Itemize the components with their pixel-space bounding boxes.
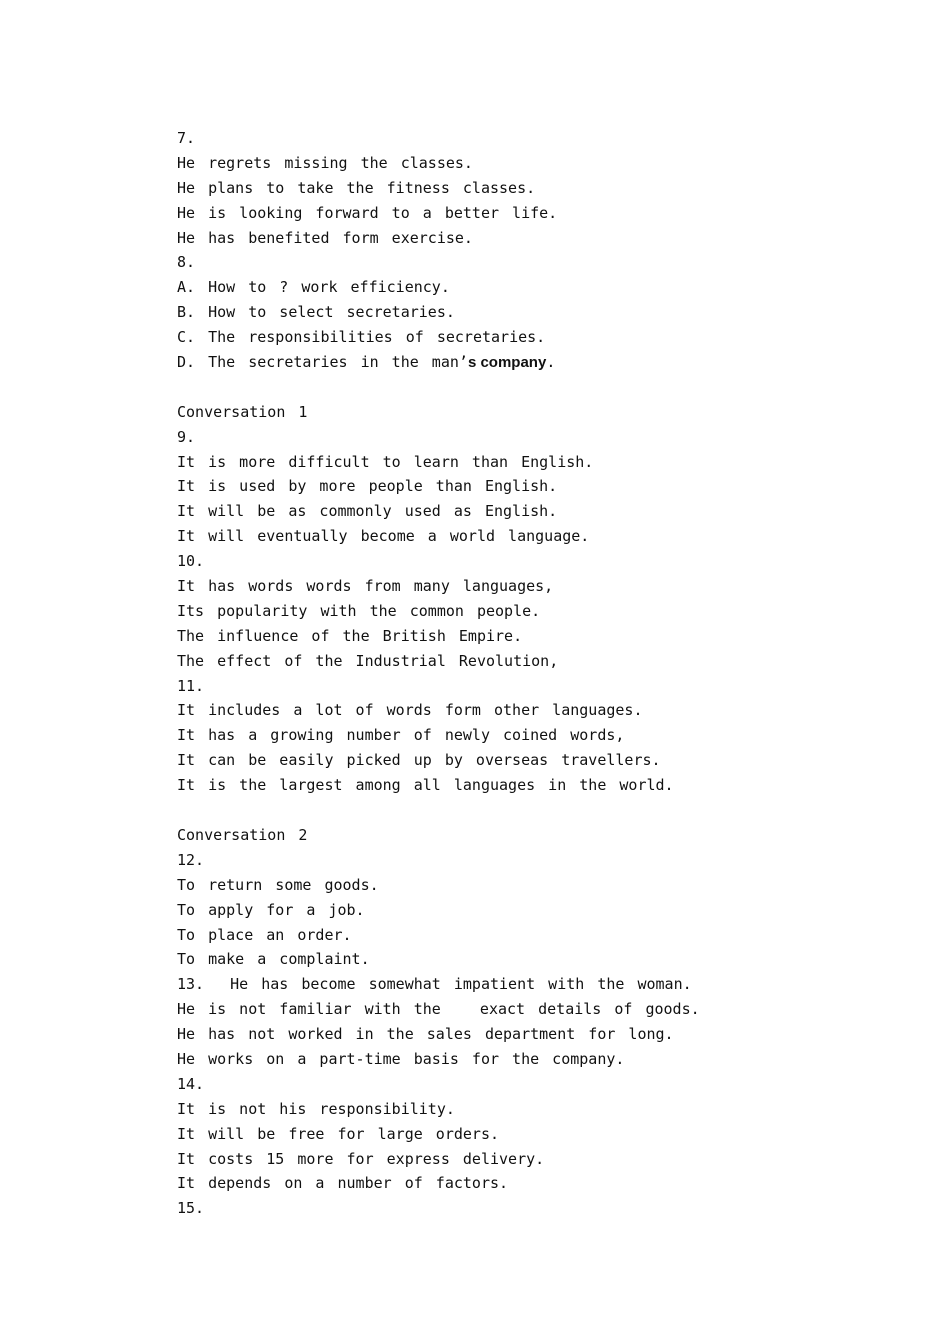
text-line: C. The responsibilities of secretaries. [177, 328, 546, 347]
text-line: It costs 15 more for express delivery. [177, 1149, 545, 1168]
document-page [177, 126, 877, 1221]
text-line: To return some goods. [177, 875, 379, 894]
text-line: It is used by more people than English. [177, 477, 558, 496]
text-line: He has benefited form exercise. [177, 228, 473, 247]
text-line: 10. [177, 552, 205, 571]
text-line: 12. [177, 850, 205, 869]
text-line-bold-tail: s company [467, 354, 547, 372]
text-line: The effect of the Industrial Revolution, [177, 651, 559, 670]
text-line: 8. [177, 253, 196, 272]
text-line: It has a growing number of newly coined words, [177, 726, 625, 745]
text-line: 14. [177, 1074, 205, 1093]
text-line: It is the largest among all languages in the world. [177, 776, 674, 795]
text-line: To make a complaint. [177, 950, 370, 969]
text-line: To place an order. [177, 925, 352, 944]
text-line: It will be free for large orders. [177, 1124, 500, 1143]
text-line: It is more difficult to learn than English. [177, 452, 594, 471]
text-line: It can be easily picked up by overseas travellers. [177, 751, 661, 770]
text-line: It will eventually become a world language. [177, 527, 590, 546]
blank-line [177, 375, 877, 400]
text-line-head: D. The secretaries in the man’ [177, 353, 468, 372]
text-line: The influence of the British Empire. [177, 626, 523, 645]
text-line: It will be as commonly used as English. [177, 502, 558, 521]
text-line: B. How to select secretaries. [177, 303, 455, 322]
text-line: It depends on a number of factors. [177, 1174, 509, 1193]
text-line: It has words words from many languages, [177, 577, 554, 596]
section-heading: Conversation 2 [177, 825, 308, 844]
text-line: Its popularity with the common people. [177, 601, 541, 620]
text-line: He is not familiar with the exact details of goods. [177, 1000, 700, 1019]
text-line: To apply for a job. [177, 900, 365, 919]
blank-line [177, 798, 877, 823]
text-line: He regrets missing the classes. [177, 153, 473, 172]
text-line: He is looking forward to a better life. [177, 203, 558, 222]
text-line: He works on a part-time basis for the company. [177, 1049, 625, 1068]
text-line: 9. [177, 427, 196, 446]
text-line: He has not worked in the sales department for long. [177, 1025, 674, 1044]
text-line: It includes a lot of words form other languages. [177, 701, 643, 720]
text-line: 7. [177, 129, 196, 147]
text-line: 13. He has become somewhat impatient with the woman. [177, 975, 692, 994]
section-heading: Conversation 1 [177, 402, 308, 421]
text-line: It is not his responsibility. [177, 1099, 455, 1118]
text-line: He plans to take the fitness classes. [177, 178, 536, 197]
text-line: 15. [177, 1199, 205, 1218]
text-line-end: . [546, 353, 556, 372]
text-line [177, 350, 877, 375]
text-line: A. How to ? work efficiency. [177, 278, 450, 297]
text-line: 11. [177, 676, 205, 695]
